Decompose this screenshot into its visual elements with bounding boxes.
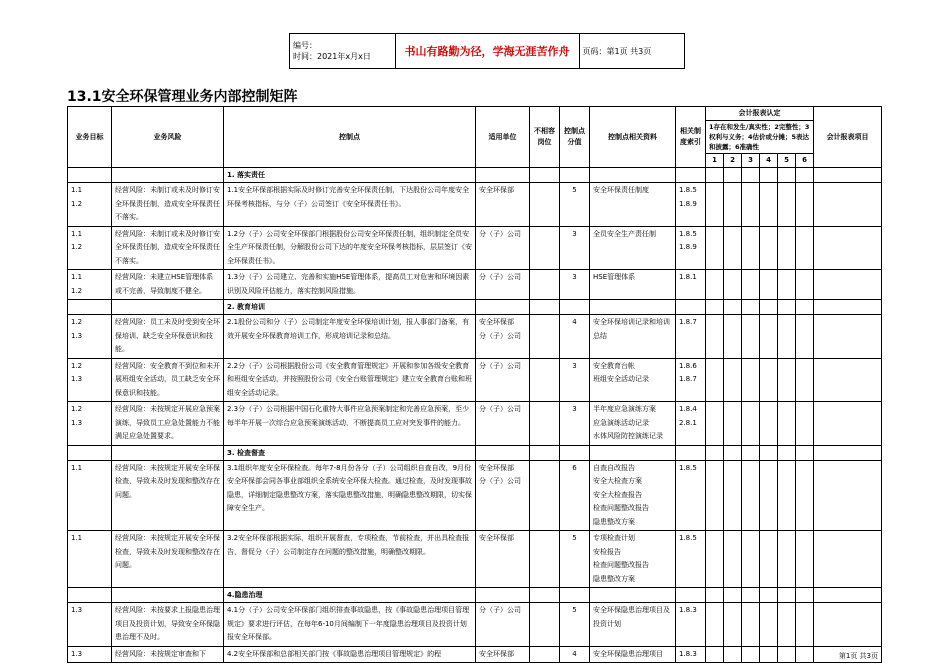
section-blank-cell — [706, 445, 724, 460]
cell-assert — [742, 315, 760, 359]
cell-item — [814, 603, 882, 647]
cell-post — [530, 402, 560, 446]
section-blank-cell — [706, 300, 724, 315]
cell-assert — [778, 315, 796, 359]
cell-doc: 专项检查计划 安检报告 检查问题整改报告 隐患整改方案 — [590, 531, 676, 588]
cell-assert — [706, 402, 724, 446]
header-left — [290, 34, 396, 69]
cell-post — [530, 531, 560, 588]
cell-index: 1.8.4 2.8.1 — [676, 402, 706, 446]
cell-risk: 经营风险：未建立HSE管理体系或不完善，导致制度不健全。 — [112, 270, 224, 300]
header-index: 相关制度索引 — [676, 107, 706, 168]
page-footer: 第1页 共3页 — [838, 652, 878, 660]
assert-col-5: 5 — [778, 154, 796, 168]
cell-assert — [742, 460, 760, 531]
cell-score: 4 — [560, 646, 590, 663]
section-blank-cell — [590, 168, 676, 183]
section-blank-cell — [760, 588, 778, 603]
cell-item — [814, 315, 882, 359]
cell-goal: 1.3 — [68, 646, 112, 663]
cell-assert — [724, 531, 742, 588]
table-row — [68, 358, 882, 402]
cell-risk: 经营风险：未制订或未及时修订安全环保责任制，造成安全环保责任不落实。 — [112, 226, 224, 270]
cell-assert — [724, 183, 742, 227]
cell-goal: 1.2 1.3 — [68, 402, 112, 446]
cell-assert — [796, 460, 814, 531]
cell-assert — [706, 531, 724, 588]
section-blank-cell — [530, 300, 560, 315]
section-blank-cell — [796, 445, 814, 460]
section-blank-cell — [778, 168, 796, 183]
cell-unit: 安全环保部 — [476, 531, 530, 588]
cell-post — [530, 226, 560, 270]
cell-assert — [706, 646, 724, 663]
cell-assert — [724, 402, 742, 446]
section-blank-cell — [676, 300, 706, 315]
cell-item — [814, 270, 882, 300]
cell-item — [814, 402, 882, 446]
cell-assert — [778, 358, 796, 402]
section-blank-cell — [68, 588, 112, 603]
cell-index: 1.8.5 — [676, 531, 706, 588]
section-blank-cell — [476, 588, 530, 603]
cell-assert — [742, 226, 760, 270]
header-item: 会计报表项目 — [814, 107, 882, 168]
section-blank-cell — [706, 588, 724, 603]
cell-goal: 1.2 1.3 — [68, 315, 112, 359]
cell-assert — [796, 270, 814, 300]
assert-col-4: 4 — [760, 154, 778, 168]
cell-assert — [796, 603, 814, 647]
cell-goal: 1.1 — [68, 531, 112, 588]
section-blank-cell — [796, 300, 814, 315]
cell-assert — [796, 315, 814, 359]
cell-goal: 1.1 1.2 — [68, 183, 112, 227]
cell-post — [530, 183, 560, 227]
table-row — [68, 603, 882, 647]
section-blank-cell — [476, 168, 530, 183]
section-blank-cell — [476, 300, 530, 315]
header-unit: 适用单位 — [476, 107, 530, 168]
cell-assert — [796, 226, 814, 270]
cell-assert — [742, 270, 760, 300]
assert-col-1: 1 — [706, 154, 724, 168]
cell-risk: 经营风险：未制订或未及时修订安全环保责任制，造成安全环保责任不落实。 — [112, 183, 224, 227]
cell-doc: 安全环保隐患治理项目 — [590, 646, 676, 663]
cell-score: 6 — [560, 460, 590, 531]
cell-score: 3 — [560, 226, 590, 270]
section-blank-cell — [814, 300, 882, 315]
cell-doc: 自查自改报告 安全大检查方案 安全大检查报告 检查问题整改报告 隐患整改方案 — [590, 460, 676, 531]
section-blank-cell — [68, 445, 112, 460]
table-body — [68, 168, 882, 663]
cell-unit: 分（子）公司 — [476, 270, 530, 300]
cell-unit: 分（子）公司 — [476, 402, 530, 446]
cell-unit: 分（子）公司 — [476, 226, 530, 270]
header-assert-group: 会计报表认定 — [706, 107, 814, 121]
header-control: 控制点 — [224, 107, 476, 168]
section-blank-cell — [676, 445, 706, 460]
cell-assert — [760, 603, 778, 647]
assert-col-2: 2 — [724, 154, 742, 168]
header-score: 控制点分值 — [560, 107, 590, 168]
cell-index: 1.8.5 — [676, 460, 706, 531]
cell-control: 1.2分（子）公司安全环保部门根据股份公司安全环保责任制，组织制定全员安全生产环保责任制，分解股份公司下达的年度安全环保考核指标，层层签订《安全环保责任书》。 — [224, 226, 476, 270]
cell-assert — [778, 226, 796, 270]
table-row — [68, 460, 882, 531]
section-blank-cell — [724, 445, 742, 460]
cell-assert — [724, 226, 742, 270]
section-blank-cell — [760, 300, 778, 315]
section-blank-cell — [68, 300, 112, 315]
section-blank-cell — [778, 300, 796, 315]
cell-post — [530, 358, 560, 402]
cell-index: 1.8.5 1.8.9 — [676, 183, 706, 227]
number-label: 编号： — [293, 41, 317, 50]
cell-item — [814, 226, 882, 270]
header-box — [289, 33, 685, 69]
section-blank-cell — [742, 588, 760, 603]
header-doc: 控制点相关资料 — [590, 107, 676, 168]
cell-doc: 半年度应急演练方案 应急演练活动记录 水体风险防控演练记录 — [590, 402, 676, 446]
cell-index: 1.8.5 1.8.9 — [676, 226, 706, 270]
cell-assert — [796, 402, 814, 446]
cell-control: 1.3分（子）公司建立、完善和实施HSE管理体系，提高员工对危害和环境因素识别及风险评估能力，落实控制风险措施。 — [224, 270, 476, 300]
cell-index: 1.8.7 — [676, 315, 706, 359]
section-blank-cell — [68, 168, 112, 183]
cell-post — [530, 315, 560, 359]
cell-item — [814, 531, 882, 588]
cell-assert — [724, 460, 742, 531]
section-blank-cell — [724, 168, 742, 183]
cell-risk: 经营风险：安全教育不到位和未开展班组安全活动，员工缺乏安全环保意识和技能。 — [112, 358, 224, 402]
cell-assert — [742, 603, 760, 647]
section-blank-cell — [560, 168, 590, 183]
cell-score: 5 — [560, 531, 590, 588]
cell-goal: 1.1 1.2 — [68, 270, 112, 300]
cell-index: 1.8.3 — [676, 603, 706, 647]
cell-assert — [742, 358, 760, 402]
cell-goal: 1.1 — [68, 460, 112, 531]
cell-doc: 全员安全生产责任制 — [590, 226, 676, 270]
cell-doc: 安全环保责任制度 — [590, 183, 676, 227]
cell-goal: 1.2 1.3 — [68, 358, 112, 402]
cell-assert — [778, 603, 796, 647]
cell-doc: 安全教育台帐 班组安全活动记录 — [590, 358, 676, 402]
section-blank-cell — [676, 168, 706, 183]
section-blank-cell — [590, 445, 676, 460]
cell-control: 3.2安全环保部根据实际，组织开展督查，专项检查，节前检查，并出具检查报告，督促分（子）公司制定存在问题的整改措施，明确整改期限。 — [224, 531, 476, 588]
cell-score: 4 — [560, 315, 590, 359]
cell-assert — [724, 315, 742, 359]
cell-unit: 安全环保部 分（子）公司 — [476, 315, 530, 359]
cell-unit: 安全环保部 — [476, 646, 530, 663]
cell-item — [814, 460, 882, 531]
section-blank-cell — [590, 300, 676, 315]
header-post: 不相容岗位 — [530, 107, 560, 168]
section-row — [68, 168, 882, 183]
section-blank-cell — [742, 300, 760, 315]
section-blank-cell — [814, 445, 882, 460]
time-label: 时间：2021年x月x日 — [293, 52, 371, 61]
cell-control: 2.1股份公司和分（子）公司制定年度安全环保培训计划，报人事部门备案，有效开展安全环保教育培训工作，形成培训记录和总结。 — [224, 315, 476, 359]
motto: 书山有路勤为径，学海无涯苦作舟 — [395, 34, 579, 69]
cell-risk: 经营风险：员工未及时受到安全环保培训、缺乏安全环保意识和技能。 — [112, 315, 224, 359]
section-blank-cell — [778, 588, 796, 603]
section-row — [68, 588, 882, 603]
cell-assert — [760, 646, 778, 663]
cell-risk: 经营风险：未按规定审查和下 — [112, 646, 224, 663]
cell-score: 3 — [560, 402, 590, 446]
section-blank-cell — [814, 588, 882, 603]
table-row — [68, 183, 882, 227]
table-row — [68, 315, 882, 359]
cell-assert — [778, 183, 796, 227]
cell-assert — [706, 460, 724, 531]
section-blank-cell — [560, 588, 590, 603]
cell-score: 5 — [560, 603, 590, 647]
cell-assert — [706, 183, 724, 227]
cell-assert — [706, 603, 724, 647]
section-blank-cell — [590, 588, 676, 603]
section-blank-cell — [560, 300, 590, 315]
cell-assert — [742, 183, 760, 227]
cell-assert — [760, 226, 778, 270]
section-row — [68, 445, 882, 460]
cell-assert — [724, 358, 742, 402]
table-row — [68, 402, 882, 446]
cell-post — [530, 460, 560, 531]
cell-assert — [706, 270, 724, 300]
cell-score: 3 — [560, 270, 590, 300]
cell-assert — [760, 402, 778, 446]
section-blank-cell — [676, 588, 706, 603]
cell-assert — [778, 646, 796, 663]
cell-assert — [796, 646, 814, 663]
cell-post — [530, 646, 560, 663]
cell-index: 1.8.3 — [676, 646, 706, 663]
cell-control: 4.2安全环保部和总部相关部门按《事故隐患治理项目管理规定》的程 — [224, 646, 476, 663]
section-blank-cell — [112, 300, 224, 315]
page-title: 13.1安全环保管理业务内部控制矩阵 — [67, 89, 298, 105]
cell-assert — [760, 270, 778, 300]
cell-assert — [724, 603, 742, 647]
cell-assert — [796, 531, 814, 588]
cell-unit: 分（子）公司 — [476, 603, 530, 647]
cell-assert — [760, 183, 778, 227]
cell-unit: 安全环保部 分（子）公司 — [476, 460, 530, 531]
section-title: 1. 落实责任 — [224, 168, 476, 183]
cell-risk: 经营风险：未按规定开展安全环保检查，导致未及时发现和整改存在问题。 — [112, 531, 224, 588]
section-blank-cell — [706, 168, 724, 183]
cell-score: 3 — [560, 358, 590, 402]
section-blank-cell — [112, 588, 224, 603]
cell-index: 1.8.6 1.8.7 — [676, 358, 706, 402]
section-blank-cell — [760, 168, 778, 183]
header-assert-desc: 1存在和发生/真实性；2完整性；3权利与义务；4估价或分摊；5表达和披露；6准确性 — [706, 121, 814, 154]
cell-doc: 安全环保培训记录和培训总结 — [590, 315, 676, 359]
cell-assert — [724, 646, 742, 663]
cell-assert — [760, 315, 778, 359]
section-blank-cell — [724, 300, 742, 315]
cell-assert — [778, 402, 796, 446]
section-blank-cell — [112, 445, 224, 460]
cell-post — [530, 270, 560, 300]
cell-assert — [760, 460, 778, 531]
cell-assert — [706, 226, 724, 270]
control-matrix-table — [67, 106, 882, 663]
cell-score: 5 — [560, 183, 590, 227]
cell-doc: 安全环保隐患治理项目及投资计划 — [590, 603, 676, 647]
assert-col-6: 6 — [796, 154, 814, 168]
cell-assert — [742, 646, 760, 663]
cell-post — [530, 603, 560, 647]
section-blank-cell — [476, 445, 530, 460]
section-title: 2. 教育培训 — [224, 300, 476, 315]
cell-control: 3.1组织年度安全环保检查。每年7-8月份各分（子）公司组织自查自改，9月份安全环保部会同各事业部组织全系统安全环保大检查。通过检查，及时发现事故隐患，详细制定隐患整改方案，落实隐患整改措施，明确隐患整改期限，切实保障安全生产。 — [224, 460, 476, 531]
cell-risk: 经营风险：未按规定开展安全环保检查，导致未及时发现和整改存在问题。 — [112, 460, 224, 531]
cell-goal: 1.3 — [68, 603, 112, 647]
page-label: 页码：第1页 共3页 — [579, 34, 684, 69]
cell-assert — [706, 315, 724, 359]
section-blank-cell — [724, 588, 742, 603]
section-blank-cell — [760, 445, 778, 460]
table-row — [68, 226, 882, 270]
section-title: 4.隐患治理 — [224, 588, 476, 603]
cell-assert — [778, 460, 796, 531]
cell-control: 2.3分（子）公司根据中国石化重特大事件应急预案制定和完善应急预案，至少每半年开展一次综合应急预案演练活动，不断提高员工应对突发事件的能力。 — [224, 402, 476, 446]
section-blank-cell — [530, 445, 560, 460]
cell-index: 1.8.1 — [676, 270, 706, 300]
cell-risk: 经营风险：未按要求上报隐患治理项目及投资计划，导致安全环保隐患治理不及时。 — [112, 603, 224, 647]
cell-assert — [796, 183, 814, 227]
section-blank-cell — [796, 168, 814, 183]
cell-assert — [760, 358, 778, 402]
section-blank-cell — [796, 588, 814, 603]
cell-doc: HSE管理体系 — [590, 270, 676, 300]
cell-unit: 分（子）公司 — [476, 358, 530, 402]
section-blank-cell — [742, 445, 760, 460]
section-blank-cell — [112, 168, 224, 183]
assert-col-3: 3 — [742, 154, 760, 168]
cell-item — [814, 358, 882, 402]
section-blank-cell — [530, 588, 560, 603]
section-blank-cell — [742, 168, 760, 183]
cell-assert — [742, 402, 760, 446]
table-row — [68, 646, 882, 663]
table-row — [68, 531, 882, 588]
cell-goal: 1.1 1.2 — [68, 226, 112, 270]
header-risk: 业务风险 — [112, 107, 224, 168]
section-row — [68, 300, 882, 315]
cell-unit: 安全环保部 — [476, 183, 530, 227]
header-goal: 业务目标 — [68, 107, 112, 168]
cell-item — [814, 183, 882, 227]
section-title: 3. 检查督查 — [224, 445, 476, 460]
cell-assert — [778, 270, 796, 300]
cell-assert — [778, 531, 796, 588]
section-blank-cell — [778, 445, 796, 460]
cell-risk: 经营风险：未按规定开展应急预案演练，导致员工应急处置能力不能满足应急处置要求。 — [112, 402, 224, 446]
cell-assert — [706, 358, 724, 402]
cell-control: 4.1分（子）公司安全环保部门组织排查事故隐患，按《事故隐患治理项目管理规定》要求进行评估，在每年6-10月间编制下一年度隐患治理项目及投资计划报安全环保部。 — [224, 603, 476, 647]
table-row — [68, 270, 882, 300]
cell-control: 1.1安全环保部根据实际及时修订完善安全环保责任制，下达股份公司年度安全环保考核指标，与分（子）公司签订《安全环保责任书》。 — [224, 183, 476, 227]
cell-assert — [742, 531, 760, 588]
cell-assert — [760, 531, 778, 588]
cell-assert — [724, 270, 742, 300]
section-blank-cell — [560, 445, 590, 460]
section-blank-cell — [530, 168, 560, 183]
section-blank-cell — [814, 168, 882, 183]
cell-control: 2.2分（子）公司根据股份公司《安全教育管理规定》开展和参加各级安全教育和班组安全活动，并按照股份公司《安全台账管理规定》建立安全教育台账和班组安全活动记录。 — [224, 358, 476, 402]
cell-assert — [796, 358, 814, 402]
